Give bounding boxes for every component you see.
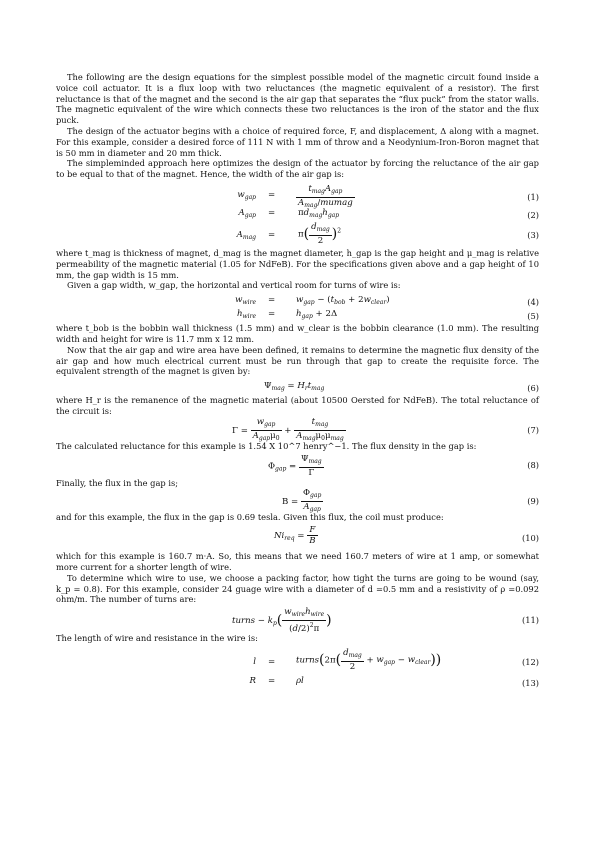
paragraph-intro: The following are the design equations for the simplest possible model of the magnetic circuit found inside a voice coil actuator. It is a flux loop with two reluctances (the magnetic equivalent of a resistor). The first reluctance is that of the magnet and the second is the air gap that separates the “flux puck” from the stator walls. The magnetic equivalent of the wire which connects these two reluctances is the iron of the stator and the flux puck. (56, 72, 539, 126)
equation-11: turns − $k_p$( $\frac{w_{wire}h_{wire}}{(d/2)^2\pi}$ ) (11) (232, 607, 539, 635)
paragraph-packing: To determine which wire to use, we choose a packing factor, how tight the turns are going to be wound (say, k_p = 0.8). For this example, consider 24 guage wire with a diameter of d =0.5 mm and a resistivity of ρ =0.092 ohm/m. The number of turns are: (56, 572, 539, 605)
equation-12: l = turns(2π( $\frac{d_{mag}}{2}$ + $w_{gap} - w_{clear}$)) (12) (253, 647, 539, 672)
paragraph-flux-gap: Finally, the flux in the gap is; (56, 477, 179, 488)
paragraph-variables: where t_mag is thickness of magnet, d_mag is the magnet diameter, h_gap is the gap height and μ_mag is relative permeability of the magnetic material (1.05 for NdFeB). For the specifications given above and a gap height of 10 mm, the gap width is 15 mm. (56, 247, 539, 280)
equation-2: $A_{gap}$ = $\pi d_{mag}h_{gap}$ (2) (238, 207, 539, 220)
paper-body (56, 72, 539, 690)
equation-6: $\Psi_{mag} = H_rt_{mag}$ (6) (264, 381, 539, 394)
paragraph-wire-length: which for this example is 160.7 m·A. So, this means that we need 160.7 meters of wire at 1 amp, or somewhat more current for a shorter length of wire. (56, 551, 539, 572)
paragraph-design-start: The design of the actuator begins with a choice of required force, F, and displacement, Δ along with a magnet. For this example, consider a desired force of 111 N with 1 mm of throw and a Neodynium-Iron-Boron magnet that is 50 mm in diameter and 20 mm thick. (56, 125, 539, 158)
equation-8: $\Phi_{gap}$ = $\frac{\Psi_{mag}}{\Gamma}$ (8) (268, 453, 539, 478)
paragraph-flux-density: Now that the air gap and wire area have been defined, it remains to determine the magnetic flux density of the air gap and how much electrical current must be run through that gap to create the requisite force. The equivalent strength of the magnet is given by: (56, 344, 539, 377)
paragraph-reluctance: The calculated reluctance for this example is 1.54 X 10^7 henry^−1. The flux density in the gap is: (56, 440, 477, 451)
paragraph-approach: The simpleminded approach here optimizes the design of the actuator by forcing the reluctance of the air gap to be equal to that of the magnet. Hence, the width of the air gap is: (56, 158, 539, 180)
paragraph-resistance: The length of wire and resistance in the wire is: (56, 633, 258, 644)
paragraph-coil: and for this example, the flux in the gap is 0.69 tesla. Given this flux, the coil must produce: (56, 512, 444, 523)
equation-13: R = ρl (13) (249, 675, 539, 688)
equation-9: B = $\frac{\Phi_{gap}}{A_{gap}}$ (9) (282, 488, 539, 514)
equation-10: $Ni_{req}$ = $\frac{F}{B}$ (10) (274, 525, 539, 547)
equation-1: $w_{gap}$ = $\frac{t_{mag}A_{gap}}{A_{mag}/mumag}$ (1) (237, 183, 539, 209)
equation-3: $A_{mag}$ = π( $\frac{d_{mag}}{2}$ )$^2$ (3) (236, 221, 539, 246)
equation-7: Γ = $\frac{w_{gap}}{A_{gap}\mu_0}$ + $\frac{t_{mag}}{A_{mag}\mu_0\mu_{mag}}$ (7) (232, 416, 539, 442)
paragraph-bobbin: where t_bob is the bobbin wall thickness (1.5 mm) and w_clear is the bobbin clearance (1.0 mm). The resulting width and height for wire is 11.7 mm x 12 mm. (56, 323, 539, 344)
paragraph-remanence: where H_r is the remanence of the magnetic material (about 10500 Oersted for NdFeB). The total reluctance of the circuit is: (56, 395, 539, 416)
paragraph-gap-width: Given a gap width, w_gap, the horizontal and vertical room for turns of wire is: (67, 280, 401, 291)
equation-5: $h_{wire}$ = $h_{gap} + 2\Delta$ (5) (236, 309, 539, 322)
equation-4: $w_{wire}$ = $w_{gap} - (t_{bob} + 2w_{clear})$ (4) (235, 295, 539, 308)
